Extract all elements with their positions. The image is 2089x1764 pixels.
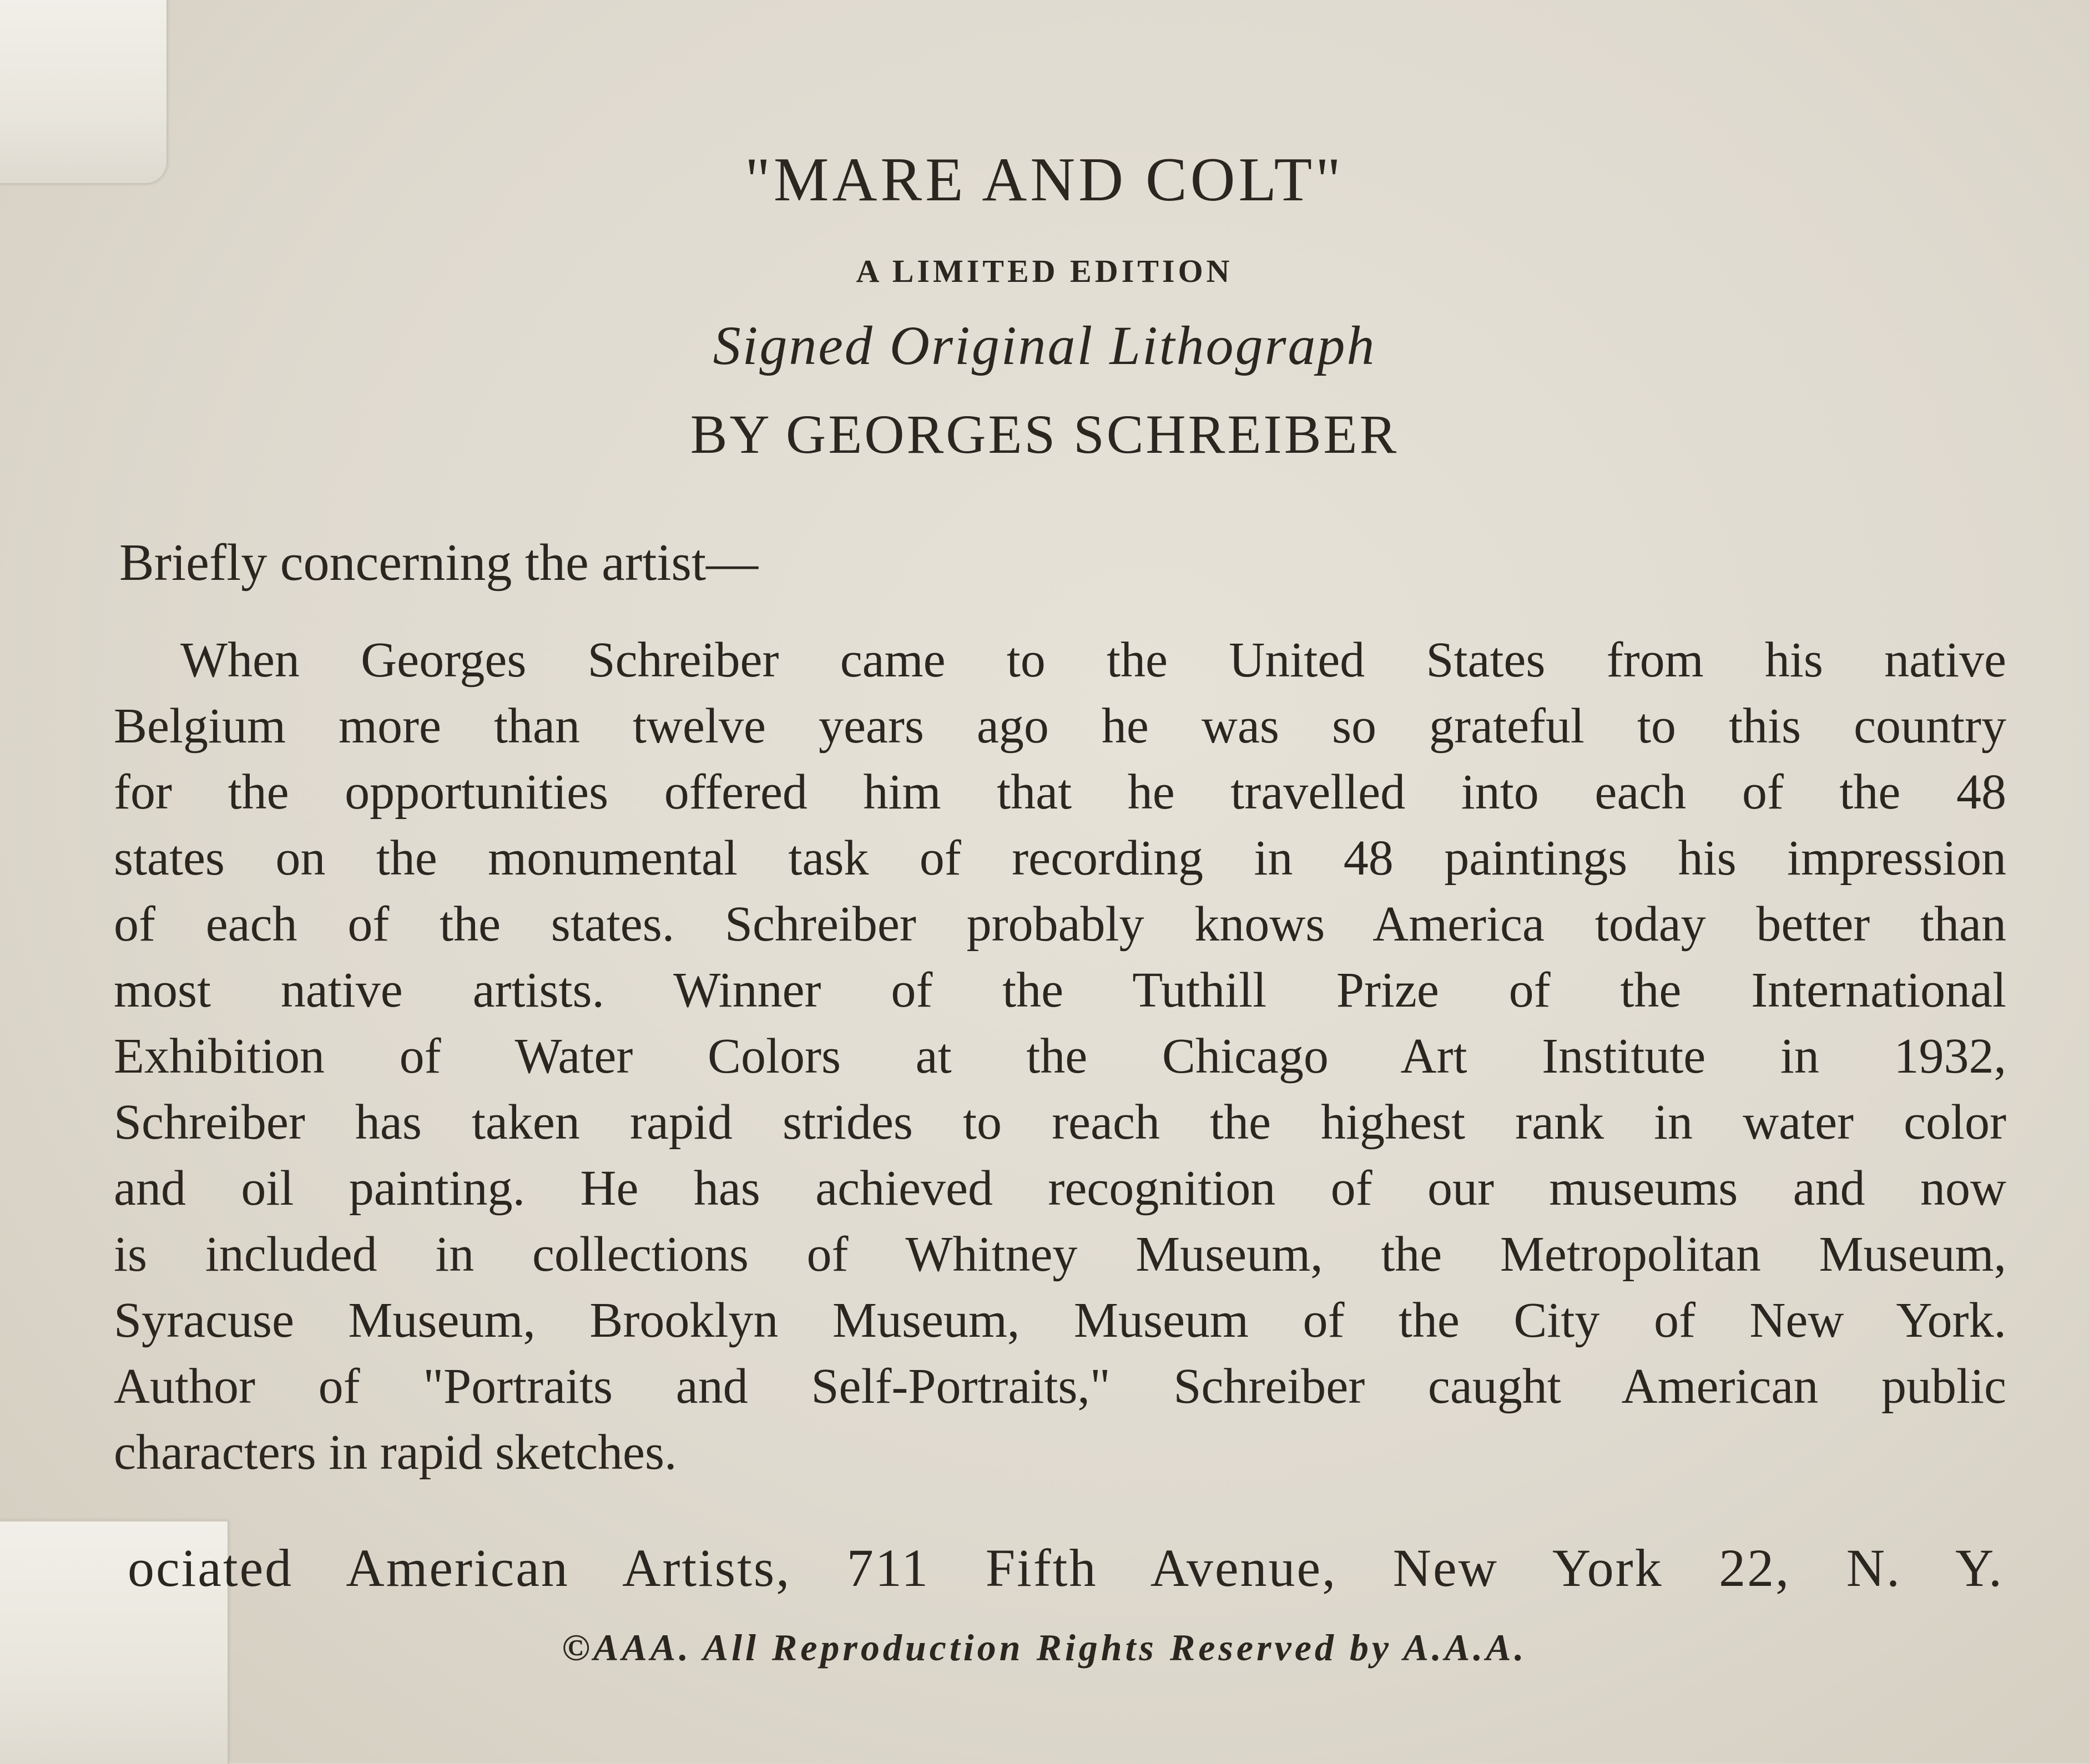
copyright-notice: ©AAA. All Reproduction Rights Reserved by A.A.A. (562, 1626, 1527, 1669)
paragraph-line: of each of the states. Schreiber probably knows America today better than (114, 897, 2006, 952)
paragraph-line: characters in rapid sketches. (114, 1425, 677, 1480)
artwork-title: "MARE AND COLT" (745, 145, 1344, 214)
biography-paragraph (114, 627, 2006, 1485)
paragraph-line: and oil painting. He has achieved recognition of our museums and now (114, 1161, 2006, 1216)
intro-heading: Briefly concerning the artist— (119, 534, 759, 592)
paragraph-line: Author of "Portraits and Self-Portraits," Schreiber caught American public (114, 1359, 2006, 1414)
paragraph-line: Exhibition of Water Colors at the Chicago Art Institute in 1932, (114, 1029, 2006, 1084)
paragraph-line: When Georges Schreiber came to the United States from his native (180, 633, 2006, 688)
limited-edition-label: A LIMITED EDITION (856, 253, 1233, 289)
paragraph-line: states on the monumental task of recording in 48 paintings his impression (114, 831, 2006, 886)
paragraph-line: Belgium more than twelve years ago he was so grateful to this country (114, 699, 2006, 754)
publisher-address: ociated American Artists, 711 Fifth Avenue, New York 22, N. Y. (128, 1538, 2004, 1598)
medium-label: Signed Original Lithograph (713, 315, 1376, 376)
paragraph-line: is included in collections of Whitney Museum, the Metropolitan Museum, (114, 1227, 2006, 1282)
paragraph-line: Schreiber has taken rapid strides to reach the highest rank in water color (114, 1095, 2006, 1150)
paragraph-line: for the opportunities offered him that he travelled into each of the 48 (114, 765, 2006, 820)
paragraph-line: most native artists. Winner of the Tuthill Prize of the International (114, 963, 2006, 1018)
artist-byline: BY GEORGES SCHREIBER (690, 403, 1399, 465)
paragraph-line: Syracuse Museum, Brooklyn Museum, Museum of the City of New York. (114, 1293, 2006, 1348)
